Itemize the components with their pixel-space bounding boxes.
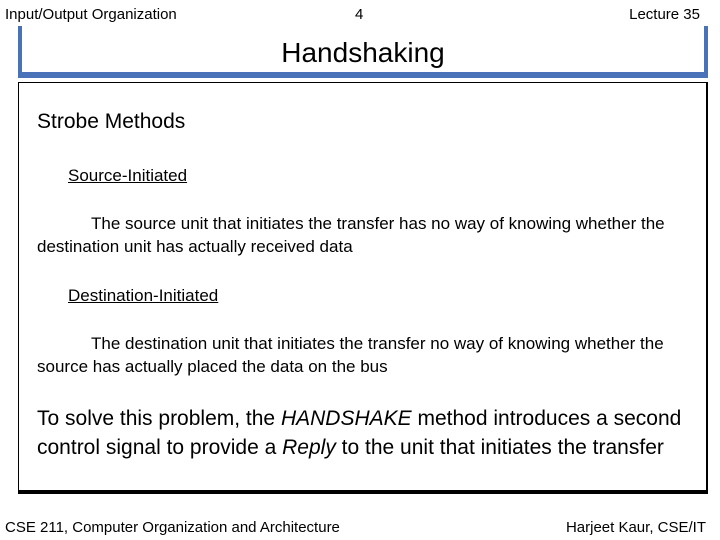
title-bar [18, 26, 708, 78]
page-number: 4 [355, 6, 364, 23]
destination-initiated-heading: Destination-Initiated [68, 286, 219, 305]
conclusion-part-1: To solve this problem, the [37, 407, 281, 430]
source-initiated-text: The source unit that initiates the transfer has no way of knowing whether the destination unit has actually received data [37, 214, 665, 256]
handshake-emphasis: HANDSHAKE [280, 407, 412, 430]
reply-emphasis: Reply [282, 436, 336, 459]
conclusion-part-2: method introduces a second control signal to provide a [37, 407, 682, 459]
lecture-number: Lecture 35 [629, 6, 700, 23]
footer-course: CSE 211, Computer Organization and Architecture [5, 519, 340, 536]
footer-author: Harjeet Kaur, CSE/IT [565, 519, 706, 536]
destination-initiated-text: The destination unit that initiates the transfer no way of knowing whether the source has actually placed the data on the bus [37, 334, 664, 376]
section-title: Strobe Methods [37, 110, 186, 133]
conclusion-part-3: to the unit that initiates the transfer [335, 436, 664, 459]
conclusion-text [37, 404, 705, 462]
header-course-title: Input/Output Organization [5, 6, 177, 23]
slide-title: Handshaking [281, 37, 445, 68]
source-initiated-heading: Source-Initiated [68, 166, 188, 185]
